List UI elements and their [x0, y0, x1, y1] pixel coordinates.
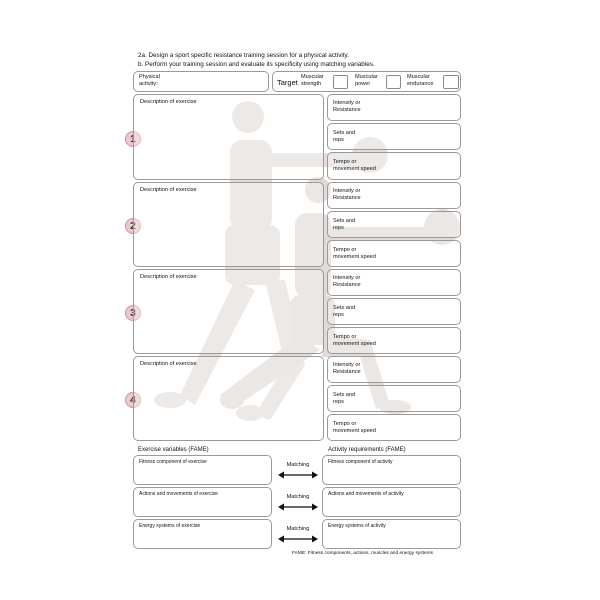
target-endurance-checkbox[interactable] [443, 75, 459, 89]
actions-movements-activity-field[interactable] [322, 487, 461, 517]
tempo-label-1: Tempo or [333, 334, 357, 340]
description-label: Description of exercise [140, 99, 197, 105]
target-strength-label-2: strength [301, 81, 322, 87]
target-endurance-label-1: Muscular [407, 74, 430, 80]
exercise-1-sets[interactable] [327, 123, 461, 150]
exercise-3-sets[interactable] [327, 298, 461, 325]
target-selector [272, 71, 461, 92]
sets-label-1: Sets and [333, 130, 356, 136]
fitness-component-activity-label: Fitness component of activity [328, 459, 393, 465]
exercise-4-tempo[interactable] [327, 414, 461, 441]
tempo-label-2: movement speed [333, 428, 376, 434]
physical-activity-label-1: Physical [139, 74, 160, 80]
instruction-a: 2a. Design a sport specific resistance training session for a physical activity. [138, 52, 349, 59]
sets-label-2: reps [333, 225, 344, 231]
description-label: Description of exercise [140, 274, 197, 280]
target-power-label-2: power [355, 81, 371, 87]
matching-label-3: Matching [286, 526, 310, 532]
target-strength-checkbox[interactable] [333, 75, 348, 89]
intensity-label-2: Resistance [333, 282, 361, 288]
exercise-1-tempo[interactable] [327, 152, 461, 180]
double-arrow-icon [278, 471, 318, 479]
tempo-label-1: Tempo or [333, 247, 357, 253]
exercise-3-description[interactable] [133, 269, 324, 354]
exercise-4-description[interactable] [133, 356, 324, 441]
sets-label-1: Sets and [333, 218, 356, 224]
exercise-1-description[interactable] [133, 94, 324, 180]
exercise-number-1: 1 [125, 131, 141, 147]
exercise-4-sets[interactable] [327, 385, 461, 412]
exercise-3-intensity[interactable] [327, 269, 461, 296]
exercise-3-tempo[interactable] [327, 327, 461, 354]
energy-systems-exercise-field[interactable] [133, 519, 272, 549]
double-arrow-icon [278, 535, 318, 543]
intensity-label-1: Intensity or [333, 362, 361, 368]
tempo-label-2: movement speed [333, 254, 376, 260]
fame-footer-note: FAME: Fitness components, actions, muscles and energy systems [292, 551, 434, 556]
intensity-label-1: Intensity or [333, 188, 361, 194]
intensity-label-2: Resistance [333, 369, 361, 375]
matching-label-1: Matching [286, 462, 310, 468]
sets-label-2: reps [333, 399, 344, 405]
target-power-label-1: Muscular [355, 74, 378, 80]
exercise-2-description[interactable] [133, 182, 324, 267]
fitness-component-exercise-label: Fitness component of exercise [139, 459, 207, 465]
sets-label-2: reps [333, 137, 344, 143]
target-endurance-label-2: endurance [407, 81, 434, 87]
tempo-label-1: Tempo or [333, 421, 357, 427]
target-power-checkbox[interactable] [386, 75, 401, 89]
physical-activity-field[interactable] [133, 71, 269, 92]
intensity-label-1: Intensity or [333, 275, 361, 281]
fitness-component-exercise-field[interactable] [133, 455, 272, 485]
fitness-component-activity-field[interactable] [322, 455, 461, 485]
sets-label-2: reps [333, 312, 344, 318]
intensity-label-2: Resistance [333, 195, 361, 201]
exercise-1-intensity[interactable] [327, 94, 461, 121]
intensity-label-1: Intensity or [333, 100, 361, 106]
exercise-number-2: 2 [125, 218, 141, 234]
intensity-label-2: Resistance [333, 107, 361, 113]
target-label: Target [277, 78, 298, 87]
tempo-label-1: Tempo or [333, 159, 357, 165]
description-label: Description of exercise [140, 187, 197, 193]
exercise-number-3: 3 [125, 305, 141, 321]
target-strength-label-1: Muscular [301, 74, 324, 80]
exercise-2-sets[interactable] [327, 211, 461, 238]
double-arrow-icon [278, 503, 318, 511]
matching-label-2: Matching [286, 494, 310, 500]
energy-systems-activity-label: Energy systems of activity [328, 523, 386, 529]
activity-requirements-heading: Activity requirements (FAME) [328, 447, 406, 453]
exercise-number-4: 4 [125, 392, 141, 408]
tempo-label-2: movement speed [333, 166, 376, 172]
actions-movements-exercise-field[interactable] [133, 487, 272, 517]
actions-movements-activity-label: Actions and movements of activity [328, 491, 404, 497]
sets-label-1: Sets and [333, 305, 356, 311]
description-label: Description of exercise [140, 361, 197, 367]
sets-label-1: Sets and [333, 392, 356, 398]
energy-systems-activity-field[interactable] [322, 519, 461, 549]
physical-activity-label-2: activity: [139, 81, 158, 87]
exercise-2-intensity[interactable] [327, 182, 461, 209]
instruction-b: b. Perform your training session and evaluate its specificity using matching variables. [138, 61, 375, 68]
energy-systems-exercise-label: Energy systems of exercise [139, 523, 201, 529]
actions-movements-exercise-label: Actions and movements of exercise [139, 491, 218, 497]
exercise-variables-heading: Exercise variables (FAME) [138, 447, 209, 453]
tempo-label-2: movement speed [333, 341, 376, 347]
exercise-4-intensity[interactable] [327, 356, 461, 383]
exercise-2-tempo[interactable] [327, 240, 461, 267]
